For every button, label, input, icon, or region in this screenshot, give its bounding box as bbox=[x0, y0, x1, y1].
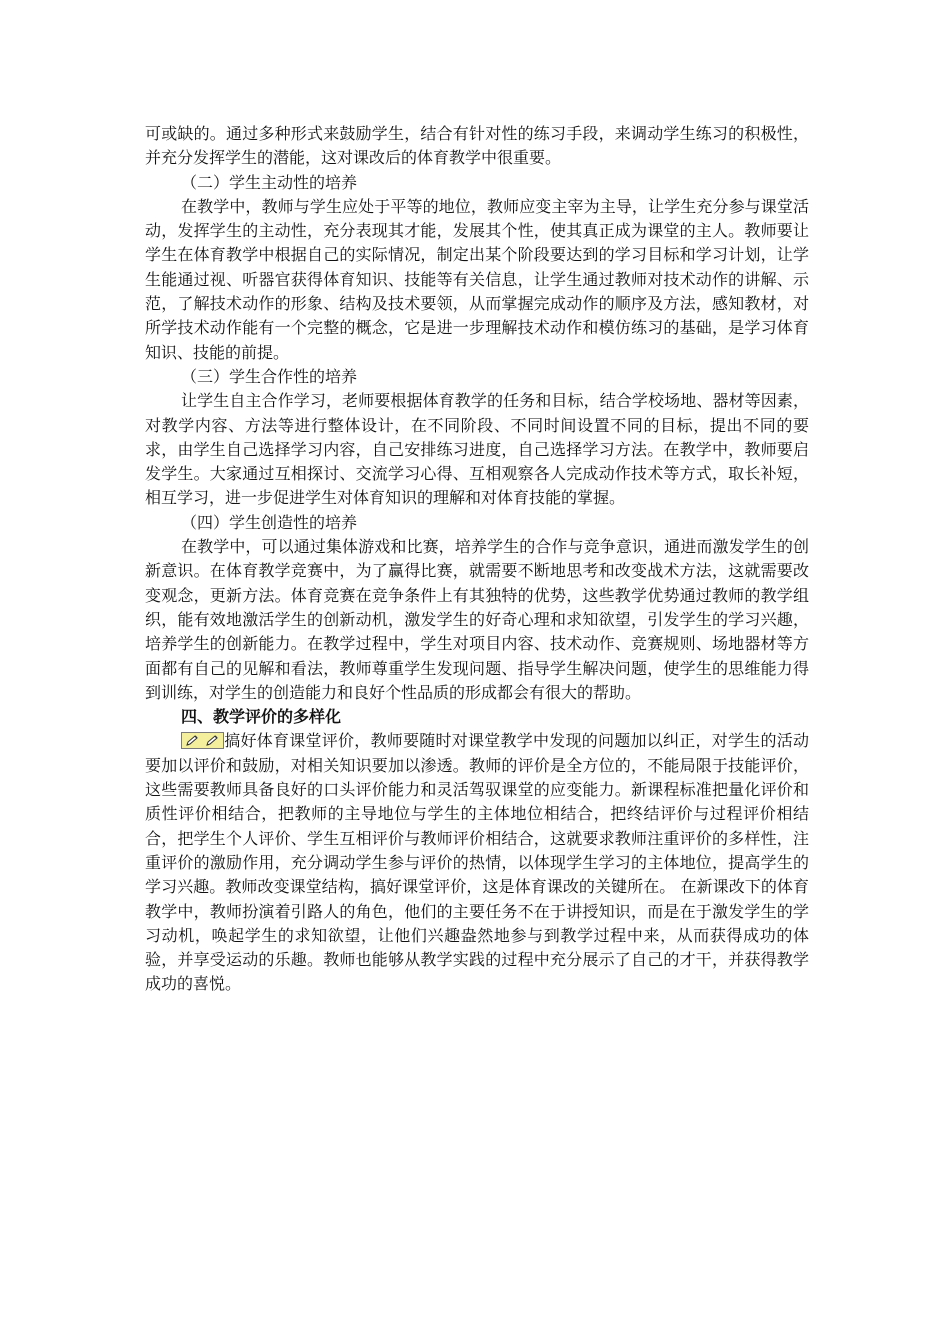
document-page bbox=[145, 122, 809, 997]
paragraph-evaluation bbox=[145, 729, 809, 996]
paragraph-cooperation: 让学生自主合作学习，老师要根据体育教学的任务和目标，结合学校场地、器材等因素，对教学内容、方法等进行整体设计，在不同阶段、不同时间设置不同的目标，提出不同的要求，由学生自己选择学习内容，自己安排练习进度，自己选择学习方法。在教学中，教师要启发学生。大家通过互相探讨、交流学习心得、互相观察各人完成动作技术等方式，取长补短，相互学习，进一步促进学生对体育知识的理解和对体育技能的掌握。 bbox=[145, 391, 809, 508]
paragraph-continuation: 可或缺的。通过多种形式来鼓励学生，结合有针对性的练习手段，来调动学生练习的积极性，并充分发挥学生的潜能，这对课改后的体育教学中很重要。 bbox=[145, 124, 809, 168]
subheading-creativity: （四）学生创造性的培养 bbox=[181, 512, 358, 532]
paragraph-creativity: 在教学中，可以通过集体游戏和比赛，培养学生的合作与竞争意识，通进而激发学生的创新意识。在体育教学竞赛中，为了赢得比赛，就需要不断地思考和改变战术方法，这就需要改变观念，更新方法。体育竞赛在竞争条件上有其独特的优势，这些教学优势通过教师的教学组织，能有效地激活学生的创新动机，激发学生的好奇心理和求知欲望，引发学生的学习兴趣，培养学生的创新能力。在教学过程中，学生对项目内容、技术动作、竞赛规则、场地器材等方面都有自己的见解和看法，教师尊重学生发现问题、指导学生解决问题，使学生的思维能力得到训练，对学生的创造能力和良好个性品质的形成都会有很大的帮助。 bbox=[145, 537, 809, 702]
section-heading-evaluation: 四、教学评价的多样化 bbox=[181, 707, 342, 727]
paragraph-evaluation-text: 搞好体育课堂评价，教师要随时对课堂教学中发现的问题加以纠正，对学生的活动要加以评价和鼓励，对相关知识要加以渗透。教师的评价是全方位的，不能局限于技能评价，这些需要教师具备良好的口头评价能力和灵活驾驭课堂的应变能力。新课程标准把量化评价和质性评价相结合，把教师的主导地位与学生的主体地位相结合，把终结评价与过程评价相结合，把学生个人评价、学生互相评价与教师评价相结合，这就要求教师注重评价的多样性，注重评价的激励作用，充分调动学生参与评价的热情，以体现学生学习的主体地位，提高学生的学习兴趣。教师改变课堂结构，搞好课堂评价，这是体育课改的关键所在。 在新课改下的体育教学中，教师扮演着引路人的角色，他们的主要任务不在于讲授知识，而是在于激发学生的学习动机，唤起学生的求知欲望，让他们兴趣盎然地参与到教学过程中来，从而获得成功的体验，并享受运动的乐趣。教师也能够从教学实践的过程中充分展示了自己的才干，并获得教学成功的喜悦。 bbox=[145, 731, 809, 994]
subheading-initiative: （二）学生主动性的培养 bbox=[181, 172, 358, 192]
paragraph-initiative: 在教学中，教师与学生应处于平等的地位，教师应变主宰为主导，让学生充分参与课堂活动，发挥学生的主动性，充分表现其才能，发展其个性，使其真正成为课堂的主人。教师要让学生在体育教学中根据自己的实际情况，制定出某个阶段要达到的学习目标和学习计划，让学生能通过视、听器官获得体育知识、技能等有关信息，让学生通过教师对技术动作的讲解、示范，了解技术动作的形象、结构及技术要领，从而掌握完成动作的顺序及方法，感知教材，对所学技术动作能有一个完整的概念，它是进一步理解技术动作和模仿练习的基础，是学习体育知识、技能的前提。 bbox=[145, 196, 809, 362]
subheading-cooperation: （三）学生合作性的培养 bbox=[181, 366, 358, 386]
pencil-edit-icon bbox=[181, 732, 224, 749]
